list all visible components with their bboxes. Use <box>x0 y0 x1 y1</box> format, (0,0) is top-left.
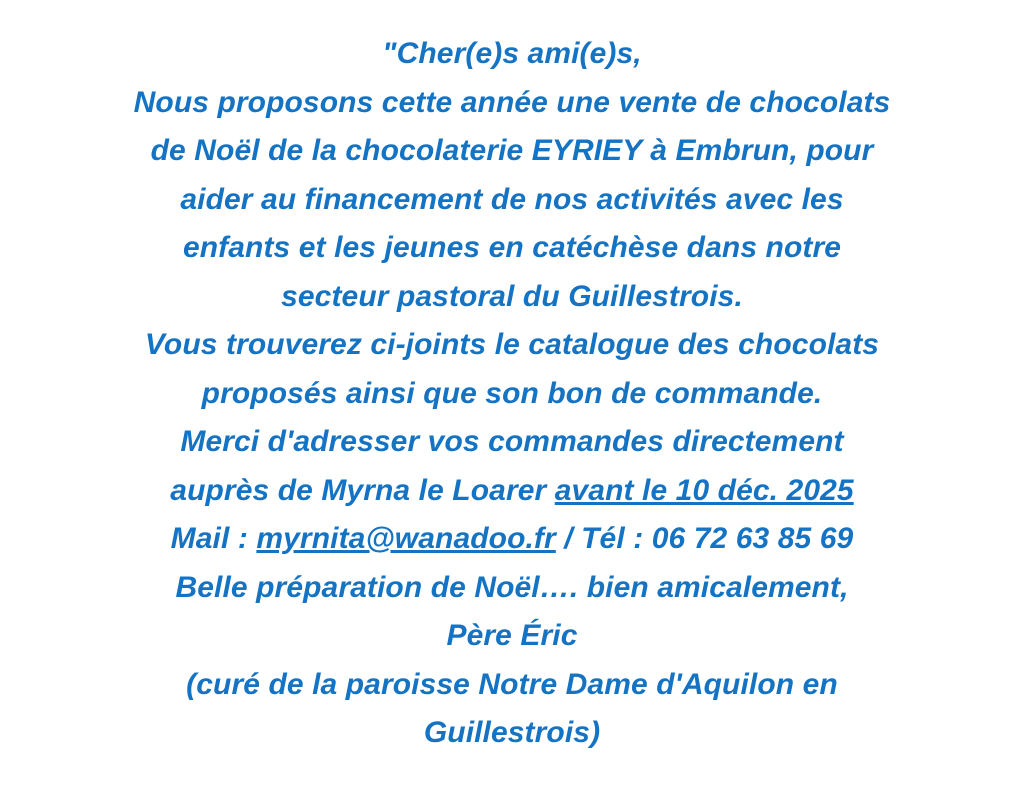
contact-line <box>55 515 969 564</box>
phone-number: 06 72 63 85 69 <box>651 522 854 555</box>
text-line-catalogue-2: proposés ainsi que son bon de commande. <box>201 376 823 410</box>
announcement-text <box>55 30 969 758</box>
text-line-intro-4: enfants et les jeunes en catéchèse dans notre <box>182 231 842 264</box>
text-line-closing-1: Belle préparation de Noël…. bien amicalement, <box>175 570 849 604</box>
deadline-line <box>55 467 969 516</box>
text-line-catalogue-1: Vous trouverez ci-joints le catalogue des chocolats <box>144 328 880 361</box>
phone-label: Tél : <box>581 522 652 555</box>
text-line-orders-1: Merci d'adresser vos commandes directement <box>180 425 844 458</box>
text-line-intro-5: secteur pastoral du Guillestrois. <box>281 279 743 313</box>
text-line-intro-2: de Noël de la chocolaterie EYRIEY à Embrun, pour <box>150 134 874 167</box>
text-line-role-1: (curé de la paroisse Notre Dame d'Aquilon en <box>186 667 838 701</box>
text-line-greeting: "Cher(e)s ami(e)s, <box>382 37 642 70</box>
email-link[interactable]: myrnita@wanadoo.fr <box>256 522 556 555</box>
text-line-intro-3: aider au financement de nos activités avec les <box>180 182 844 216</box>
signature-line: Père Éric <box>446 619 578 652</box>
mail-label: Mail : <box>170 522 257 555</box>
deadline-emphasis: avant le 10 déc. 2025 <box>554 473 854 507</box>
text-line-intro-1: Nous proposons cette année une vente de chocolats <box>133 85 891 119</box>
deadline-prefix: auprès de Myrna le Loarer <box>170 473 555 507</box>
text-line-role-2: Guillestrois) <box>423 716 601 749</box>
contact-separator: / <box>555 522 582 555</box>
